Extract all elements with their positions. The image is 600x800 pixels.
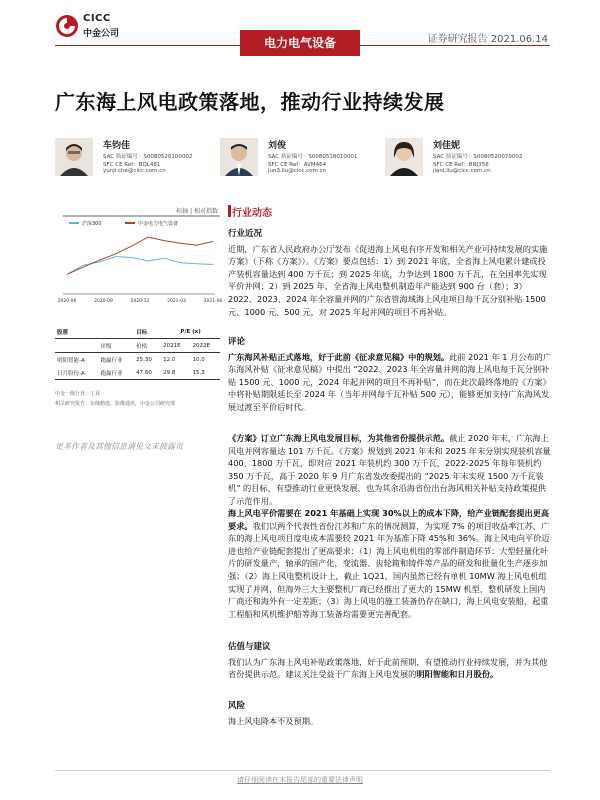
x-tick-label: 2020-06 xyxy=(57,299,77,304)
logo-text-cn: 中金公司 xyxy=(83,29,120,39)
x-tick-label: 2020-12 xyxy=(130,299,150,304)
analyst-email[interactable]: yunji.che@cicc.com.cn xyxy=(103,168,166,174)
footer-rule xyxy=(55,770,550,771)
analyst-sac: SAC 执证编号：S0080520100002 xyxy=(103,154,193,160)
section-title: 行业动态 xyxy=(232,208,272,219)
section-target xyxy=(228,432,553,508)
table-cell: 跑赢行业 xyxy=(100,357,123,364)
paragraph xyxy=(228,507,553,620)
legend-sector: 中金电力电气设备 xyxy=(138,221,179,227)
paragraph xyxy=(228,432,553,508)
series-line-0 xyxy=(67,257,213,275)
analyst-sfc: SFC CE Ref：BQL481 xyxy=(103,162,161,168)
cicc-logo xyxy=(55,12,145,42)
analyst-sfc: SFC CE Ref：BNJ356 xyxy=(433,162,489,168)
table-cell: 47.60 xyxy=(136,369,152,376)
paragraph: 近期，广东省人民政府办公厅发布《促进海上风电有序开发和相关产业可持续发展的实施方案》（下称《方案》）。《方案》要点包括：1）到 2021 年底，全省海上风电累计建成投产装机容量达到 400 万千瓦；到 2025 年底，力争达到 1800 万千瓦，在全国率先实现平价并网；2）到 2025 年，全省海上风电整机制造年产能达到 900 台（套）；3）2022、2023、2024 年全容量并网的广东省管海域海上风电项目每千瓦分别补贴 1500 元、1000 元、500 元，对 2025 年起并网的项目不再补贴。 xyxy=(228,243,548,317)
section-comment xyxy=(228,336,553,414)
legend-swatch-sector xyxy=(125,222,135,224)
industry-note: 中金一级行业：工业 xyxy=(55,391,101,397)
table-cell: 29.8 xyxy=(163,369,176,376)
analyst-name: 刘俊 xyxy=(268,141,287,151)
table-cell: 12.0 xyxy=(163,356,176,363)
paragraph-body: 此前 2021 年 1 月公布的广东海风补贴《征求意见稿》中提出 “2022、2023 年全容量并网的海上风电每千瓦分别补贴 1500 元、1000 元，2024 年起并网的项目不再补贴”，而在此次最终落地的《方案》中将补贴期限延长至 2024 年（当年并网每千瓦补贴 500 元），能够更加支持广东海风发展过渡至平价后时代。 xyxy=(228,351,552,412)
analyst-sfc: SFC CE Ref：AVM464 xyxy=(268,162,327,168)
paragraph-body: 截止 2020 年末，广东海上风电并网容量达 101 万千瓦。《方案》规划到 2021 年末和 2025 年末分别实现装机容量 400、1800 万千瓦，即对应 2021 年装机约 300 万千瓦，2022-2025 年每年装机约 350 万千瓦，高于 2020 年 9 月广东省发改委提出的 “2025 年末实现 1500 万千瓦装机” 的目标，有望推动行业更快发展，也为其余沿海省份出台海风相关补贴支持政策提供了示范作用。 xyxy=(228,433,551,506)
recommended-stocks: 明阳智能和日月股份。 xyxy=(416,669,499,680)
table-row xyxy=(55,366,220,380)
table-cell: 15.3 xyxy=(192,369,205,376)
subheading: 风险 xyxy=(228,701,246,711)
lead-sentence: 广东海风补贴正式落地，好于此前《征求意见稿》中的规划。 xyxy=(228,351,450,362)
paragraph-body: 我们以两个代表性省份江苏和广东的情况测算，为实现 7% 的项目收益率江苏、广东的海上风电项目度电成本需要较 2021 年为基准下降 45%和 36%。海上风电向平价迈进也给产业链配套提出了更高要求：（1）海上风电机组的零部件制造环节：大型轻量化叶片的研发量产，轴承的国产化，变流器、齿轮箱和铸件等产品的研发和批量化生产逐步加强；（2）海上风电整机设计上，截止 1Q21，国内虽然已经有单机 10MW 海上风电机组实现了并网，但海外三大主要整机厂商已经推出了更大的 15MW 机型，整机研发上国内厂商还和海外有一定差距；（3）海上风电的施工装备仍存在缺口，海上风电安装船、起重工程船和风机维护船等海工装备均需要更完善配套。 xyxy=(228,520,550,619)
analyst-card xyxy=(55,138,225,188)
table-subheader-price: 价格 xyxy=(134,339,161,353)
related-research-note: 相关研究报告：东缘精选，影像通讯，中金公司研究部 xyxy=(55,401,176,407)
paragraph xyxy=(228,351,553,414)
legal-notice-link[interactable]: 请仔细阅读在本报告尾部的重要法律声明 xyxy=(237,776,363,784)
category-badge: 电力电气设备 xyxy=(240,30,360,56)
lead-sentence: 海上风电平价需要在 2021 年基础上实现 30%以上的成本下降，给产业链配套提出更高要求。 xyxy=(228,508,550,531)
analyst-email[interactable]: jiani.liu@cicc.com.cn xyxy=(433,168,491,174)
subheading: 评论 xyxy=(228,337,246,347)
subheading: 估值与建议 xyxy=(228,642,271,652)
table-cell: 日月股份-A xyxy=(57,370,85,377)
table-row xyxy=(55,353,220,367)
paragraph xyxy=(228,656,553,681)
legend-swatch-hs300 xyxy=(69,222,79,224)
analyst-sac: SAC 执证编号：S0080520070002 xyxy=(433,154,523,160)
paragraph: 海上风电降本不及预期。 xyxy=(228,715,319,726)
avatar-icon xyxy=(385,138,423,176)
avatar-icon xyxy=(55,138,93,176)
valuation-table xyxy=(55,325,220,380)
more-info-note: 更多作者及其他信息请见文末披露页 xyxy=(55,442,183,451)
analyst-card xyxy=(385,138,555,188)
table-header-pe: P/E (x) xyxy=(180,328,201,335)
x-tick-label: 2021-03 xyxy=(167,299,186,304)
analyst-sac: SAC 执证编号：S0080518010001 xyxy=(268,154,358,160)
table-header-stock: 股票 xyxy=(57,329,69,336)
series-line-1 xyxy=(67,237,213,274)
x-tick-label: 2020-09 xyxy=(94,299,113,304)
lead-sentence: 《方案》订立广东海上风电发展目标，为其他省份提供示范。 xyxy=(228,433,450,443)
analyst-name: 车钧佳 xyxy=(103,141,131,151)
report-date: 证券研究报告 2021.06.14 xyxy=(427,34,548,45)
paragraph-body: 我们认为广东海上风电补贴政策落地，好于此前预期，有望推动行业持续发展，并为其他省份提供示范。建议关注受益于广东海上风电发展的 xyxy=(228,656,548,680)
table-subheader-rating: 评级 xyxy=(98,339,134,353)
section-valuation xyxy=(228,641,553,681)
table-subheader-2021e: 2021E xyxy=(161,339,190,353)
avatar-icon xyxy=(220,138,258,176)
analyst-email[interactable]: jun3.liu@cicc.com.cn xyxy=(268,168,327,174)
analyst-card xyxy=(220,138,390,188)
cicc-logo-mark-icon xyxy=(55,14,79,38)
logo-text-en: CICC xyxy=(83,13,111,24)
section-cost xyxy=(228,507,553,620)
subheading: 行业近况 xyxy=(228,229,263,239)
table-cell: 10.0 xyxy=(192,356,205,363)
legend-hs300: 沪深300 xyxy=(82,221,102,227)
table-header-target: 目标 xyxy=(136,329,148,336)
section-risk xyxy=(228,700,553,727)
section-marker xyxy=(228,205,231,217)
table-cell: 25.30 xyxy=(136,356,152,363)
performance-chart xyxy=(55,216,223,306)
chart-header: 标轴 | 相对指数 xyxy=(176,208,218,215)
table-subheader-2022e: 2022E xyxy=(191,339,220,353)
section-industry-update xyxy=(228,228,553,318)
table-cell: 跑赢行业 xyxy=(100,370,123,377)
x-tick-label: 2021-06 xyxy=(203,299,223,304)
table-cell: 明阳智能-A xyxy=(57,357,85,364)
analyst-name: 刘佳妮 xyxy=(433,141,461,151)
report-title: 广东海上风电政策落地，推动行业持续发展 xyxy=(55,90,445,114)
